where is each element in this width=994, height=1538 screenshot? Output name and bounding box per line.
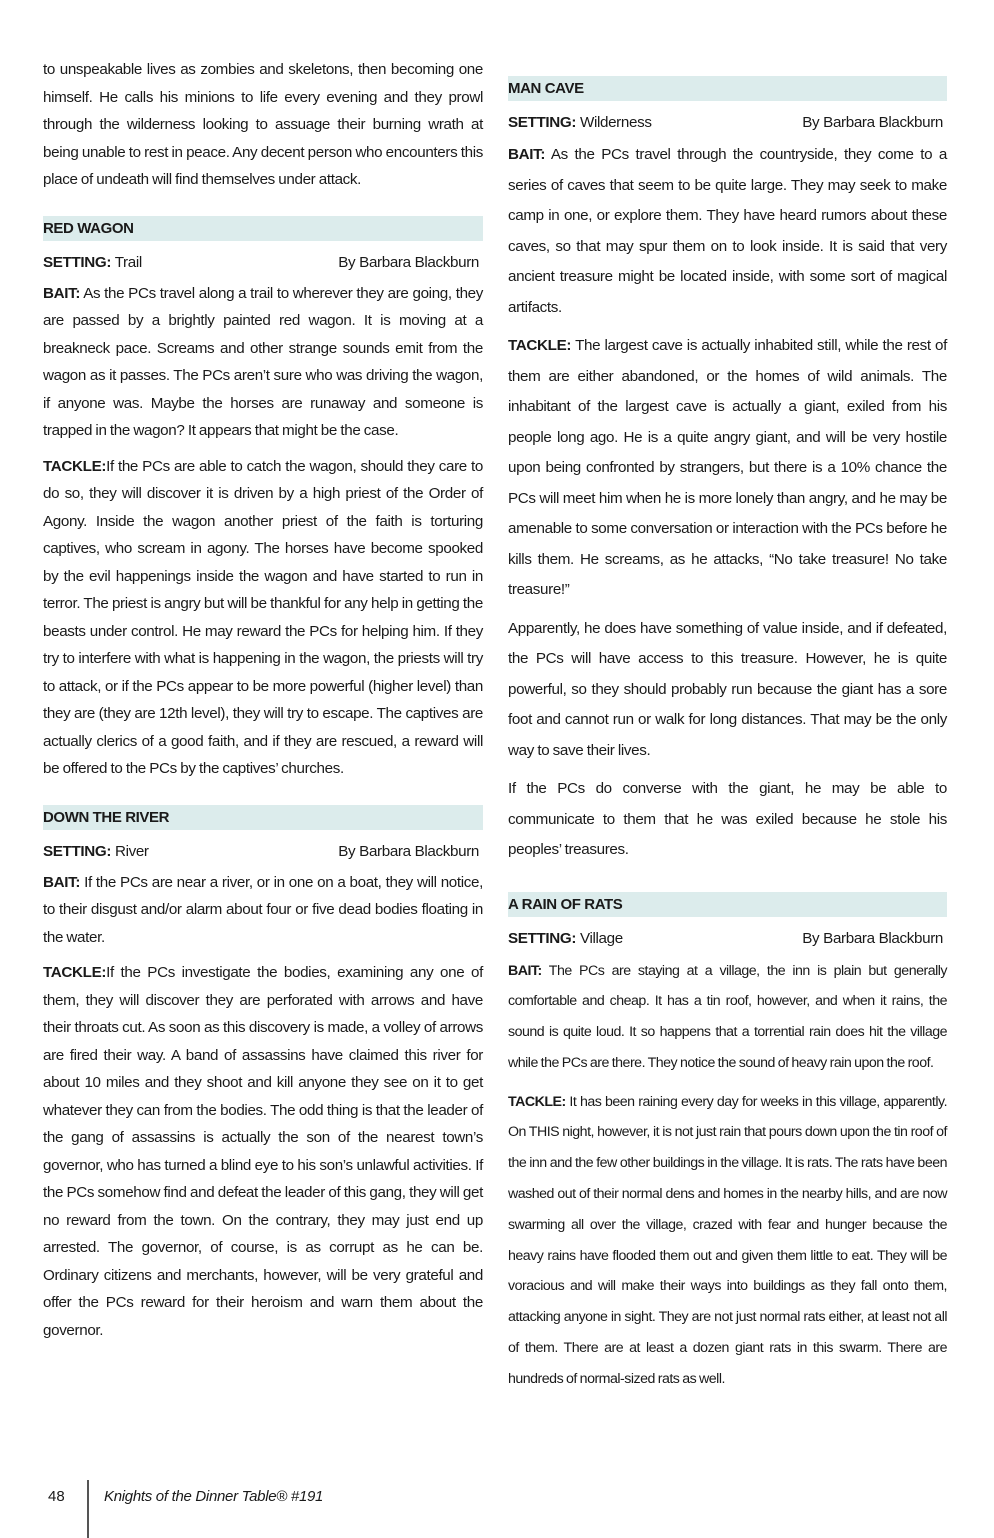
byline: By Barbara Blackburn [802, 114, 943, 131]
section-title: MAN CAVE [508, 76, 947, 101]
paragraph: Apparently, he does have something of value inside, and if defeated, the PCs will have access to this treasure. However, he is quite powerful, so they should probably run because the giant has a sore foot and cannot run or walk for long distances. That may be the only way to save their lives. [508, 619, 947, 759]
bait-paragraph [508, 140, 947, 323]
intro-paragraph: to unspeakable lives as zombies and skeletons, then becoming one himself. He calls his minions to life every evening and they prowl through the wilderness looking to assuage their burning wrath at being unable to rest in peace. Any decent person who encounters this place of undeath will find themselves under attack. [43, 61, 483, 188]
bait-paragraph [508, 956, 947, 1079]
setting-label: SETTING: [508, 929, 577, 947]
section-rain-of-rats [508, 892, 947, 1395]
tackle-label: TACKLE: [43, 457, 107, 475]
section-down-the-river [43, 805, 483, 1345]
setting-value: Wilderness [579, 114, 652, 131]
setting-value: River [114, 842, 149, 860]
tackle-text: If the PCs investigate the bodies, examining any one of them, they will discover they are perforated with arrows and have their throats cut. As soon as this discovery is made, a volley of arrows are fired their way. A band of assassins have claimed this river for about 10 miles and they shoot and kill anyone they see on it to get whatever they can from the bodies. The odd thing is that the leader of the gang of assassins is actually the son of the nearest town’s governor, who has turned a blind eye to his son’s unlawful activities. If the PCs somehow find and defeat the leader of this gang, they will get no reward from the town. On the contrary, they may just end up arrested. The governor, of course, is as corrupt as he can be. Ordinary citizens and merchants, however, will be very grateful and offer the PCs reward for their heroism and warn them about the governor. [43, 964, 483, 1339]
bait-text: As the PCs travel through the countryside, they come to a series of caves that seem to be quite large. They may seek to make camp in one, or explore them. They have heard rumors about these caves, so that may spur them on to look inside. It is said that very ancient treasure might be located inside, with some sort of magical artifacts. [508, 146, 947, 316]
setting-label: SETTING: [43, 253, 112, 271]
tackle-text: If the PCs are able to catch the wagon, should they care to do so, they will discover it is driven by a high priest of the Order of Agony. Inside the wagon another priest of the faith is torturing captives, who scream in agony. The horses have become spooked by the evil happenings inside the wagon and have started to run in terror. The priest is angry but will be thankful for any help in getting the beasts under control. He may reward the PCs for helping him. If they try to interfere with what is happening in the wagon, the priests will try to attack, or if the PCs appear to be more powerful (higher level) than they are (they are 12th level), they will try to escape. The captives are actually clerics of a good faith, and if they are rescued, a reward will be offered to the PCs by the captives’ churches. [43, 457, 483, 777]
setting-label: SETTING: [508, 114, 577, 131]
section-title: RED WAGON [43, 216, 483, 241]
tackle-label: TACKLE: [508, 337, 572, 354]
tackle-paragraph [508, 1087, 947, 1395]
tackle-text: The largest cave is actually inhabited still, while the rest of them are either abandoned, or the homes of wild animals. The inhabitant of the largest cave is actually a giant, exiled from his people long ago. He is a quite angry giant, and will be very hostile upon being confronted by strangers, but there is a 10% chance the PCs will meet him when he is more lonely than angry, and he may be amenable to some conversation or interaction with the PCs before he kills them. He screams, as he attacks, “No take treasure! No take treasure!” [508, 337, 947, 598]
setting-value: Trail [114, 253, 142, 271]
setting-label: SETTING: [43, 842, 112, 860]
bait-label: BAIT: [508, 146, 546, 163]
bait-paragraph [43, 280, 483, 445]
tackle-paragraph [508, 331, 947, 606]
publication-title: Knights of the Dinner Table® #191 [104, 1488, 324, 1505]
setting-line [43, 838, 483, 865]
paragraph: If the PCs do converse with the giant, he may be able to communicate to them that he was exiled because he stole his peoples’ treasures. [508, 780, 947, 858]
section-title: A RAIN OF RATS [508, 892, 947, 917]
bait-text: The PCs are staying at a village, the inn is plain but generally comfortable and cheap. It has a tin roof, however, and when it rains, the sound is quite loud. It so happens that a torrential rain does hit the village while the PCs are there. They notice the sound of heavy rain upon the roof. [508, 962, 947, 1071]
right-column [508, 76, 947, 1403]
bait-text: If the PCs are near a river, or in one on a boat, they will notice, to their disgust and/or alarm about four or five dead bodies floating in the water. [43, 873, 483, 946]
byline: By Barbara Blackburn [338, 842, 479, 860]
setting-line [43, 249, 483, 276]
section-man-cave [508, 76, 947, 866]
bait-text: As the PCs travel along a trail to wherever they are going, they are passed by a brightly painted red wagon. It is moving at a breakneck pace. Screams and other strange sounds emit from the wagon as it passes. The PCs aren’t sure who was driving the wagon, if anyone was. Maybe the horses are runaway and someone is trapped in the wagon? It appears that might be the case. [43, 284, 484, 439]
byline: By Barbara Blackburn [802, 929, 943, 947]
tackle-label: TACKLE: [43, 964, 107, 981]
section-title: DOWN THE RIVER [43, 805, 483, 830]
tackle-paragraph [43, 453, 483, 783]
bait-label: BAIT: [508, 962, 542, 979]
setting-line [508, 925, 947, 952]
setting-line [508, 109, 947, 136]
bait-label: BAIT: [43, 873, 81, 891]
left-column [43, 56, 483, 1352]
page-footer [0, 1480, 994, 1538]
bait-paragraph [43, 869, 483, 952]
byline: By Barbara Blackburn [338, 253, 479, 271]
tackle-label: TACKLE: [508, 1093, 566, 1110]
tackle-paragraph [43, 959, 483, 1344]
footer-divider [87, 1480, 89, 1538]
bait-label: BAIT: [43, 284, 81, 302]
tackle-text: It has been raining every day for weeks in this village, apparently. On THIS night, however, it is not just rain that pours down upon the tin roof of the inn and the few other buildings in the village. It is rats. The rats have been washed out of their normal dens and homes in the nearby hills, and are now swarming all over the village, crazed with fear and hunger because the heavy rains have flooded them out and given them little to eat. They will be voracious and will make their ways into buildings as they fall onto them, attacking anyone in sight. They are not just normal rats either, at least not all of them. There are at least a dozen giant rats in this swarm. There are hundreds of normal-sized rats as well. [508, 1093, 948, 1387]
page-number: 48 [48, 1488, 65, 1505]
setting-value: Village [579, 929, 623, 947]
section-red-wagon [43, 216, 483, 783]
